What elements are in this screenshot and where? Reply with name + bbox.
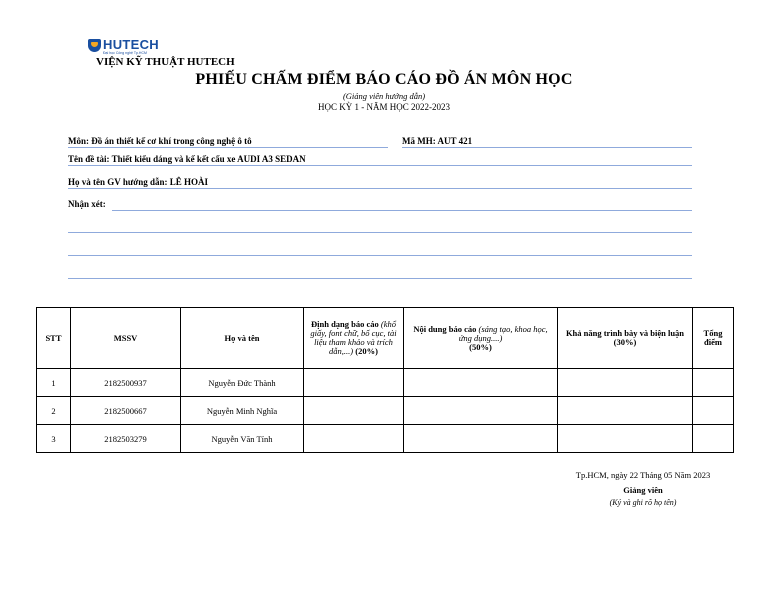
header-content-note: (sáng tạo, khoa học, ứng dụng....) xyxy=(458,323,548,343)
table-row xyxy=(37,425,734,453)
header-total: Tổng điểm xyxy=(693,308,734,369)
cell-name: Nguyễn Đức Thành xyxy=(181,369,304,397)
header-format-note: (khổ giấy, font chữ, bố cục, tài liệu tham khảo và trích dẫn,...) xyxy=(310,319,397,356)
header-presentation xyxy=(558,308,693,369)
logo-subtext: Đại học Công nghệ Tp.HCM xyxy=(103,51,147,55)
cell-presentation-score[interactable] xyxy=(558,425,693,453)
cell-stt: 2 xyxy=(37,397,71,425)
header-format xyxy=(304,308,404,369)
course-code-underline xyxy=(402,147,692,148)
header-format-weight: (20%) xyxy=(355,346,378,356)
comment-line-4 xyxy=(68,278,692,279)
table-row xyxy=(37,397,734,425)
course-code-field: Mã MH: AUT 421 xyxy=(402,136,473,146)
grading-table xyxy=(36,307,734,453)
cell-content-score[interactable] xyxy=(404,369,558,397)
cell-name: Nguyễn Văn Tính xyxy=(181,425,304,453)
comment-line-3 xyxy=(68,255,692,256)
cell-mssv: 2182500667 xyxy=(71,397,181,425)
subject-field: Môn: Đồ án thiết kế cơ khí trong công nghệ ô tô xyxy=(68,136,252,146)
header-mssv: MSSV xyxy=(71,308,181,369)
header-presentation-weight: (30%) xyxy=(613,337,637,347)
header-content-label: Nội dung báo cáo xyxy=(413,323,477,334)
header-name: Họ và tên xyxy=(181,308,304,369)
header-content xyxy=(404,308,558,369)
signature-block xyxy=(538,470,748,507)
institute-name: VIỆN KỸ THUẬT HUTECH xyxy=(96,56,235,68)
cell-total-score[interactable] xyxy=(693,369,734,397)
topic-field: Tên đề tài: Thiết kiểu dáng và kế kết cấu xe AUDI A3 SEDAN xyxy=(68,154,306,164)
comments-label: Nhận xét: xyxy=(68,199,106,209)
cell-content-score[interactable] xyxy=(404,425,558,453)
cell-presentation-score[interactable] xyxy=(558,369,693,397)
shield-icon xyxy=(88,39,101,52)
table-row xyxy=(37,369,734,397)
signature-role: Giảng viên xyxy=(623,485,663,495)
cell-stt: 3 xyxy=(37,425,71,453)
cell-format-score[interactable] xyxy=(304,425,404,453)
cell-mssv: 2182503279 xyxy=(71,425,181,453)
cell-format-score[interactable] xyxy=(304,369,404,397)
cell-stt: 1 xyxy=(37,369,71,397)
semester-label: HỌC KỲ 1 - NĂM HỌC 2022-2023 xyxy=(318,102,450,112)
header-format-label: Định dạng báo cáo xyxy=(310,319,379,329)
hutech-logo xyxy=(88,38,159,55)
comment-line-2 xyxy=(68,232,692,233)
comment-line-1 xyxy=(112,210,692,211)
header-stt: STT xyxy=(37,308,71,369)
cell-mssv: 2182500937 xyxy=(71,369,181,397)
logo-text: HUTECH xyxy=(103,37,159,52)
signature-date: Tp.HCM, ngày 22 Tháng 05 Năm 2023 xyxy=(575,470,711,480)
cell-total-score[interactable] xyxy=(693,425,734,453)
cell-name: Nguyễn Minh Nghĩa xyxy=(181,397,304,425)
cell-content-score[interactable] xyxy=(404,397,558,425)
page-subtitle: (Giảng viên hướng dẫn) xyxy=(342,91,426,101)
advisor-field: Họ và tên GV hướng dẫn: LÊ HOÀI xyxy=(68,177,208,187)
subject-underline xyxy=(68,147,388,148)
cell-presentation-score[interactable] xyxy=(558,397,693,425)
table-header-row xyxy=(37,308,734,369)
topic-underline xyxy=(68,165,692,166)
header-presentation-label: Khả năng trình bày và biện luận xyxy=(565,328,685,338)
header-content-weight: (50%) xyxy=(469,341,492,352)
page-title: PHIẾU CHẤM ĐIỂM BÁO CÁO ĐỒ ÁN MÔN HỌC xyxy=(195,71,573,88)
cell-total-score[interactable] xyxy=(693,397,734,425)
signature-note: (Ký và ghi rõ họ tên) xyxy=(609,498,677,507)
cell-format-score[interactable] xyxy=(304,397,404,425)
advisor-underline xyxy=(68,188,692,189)
